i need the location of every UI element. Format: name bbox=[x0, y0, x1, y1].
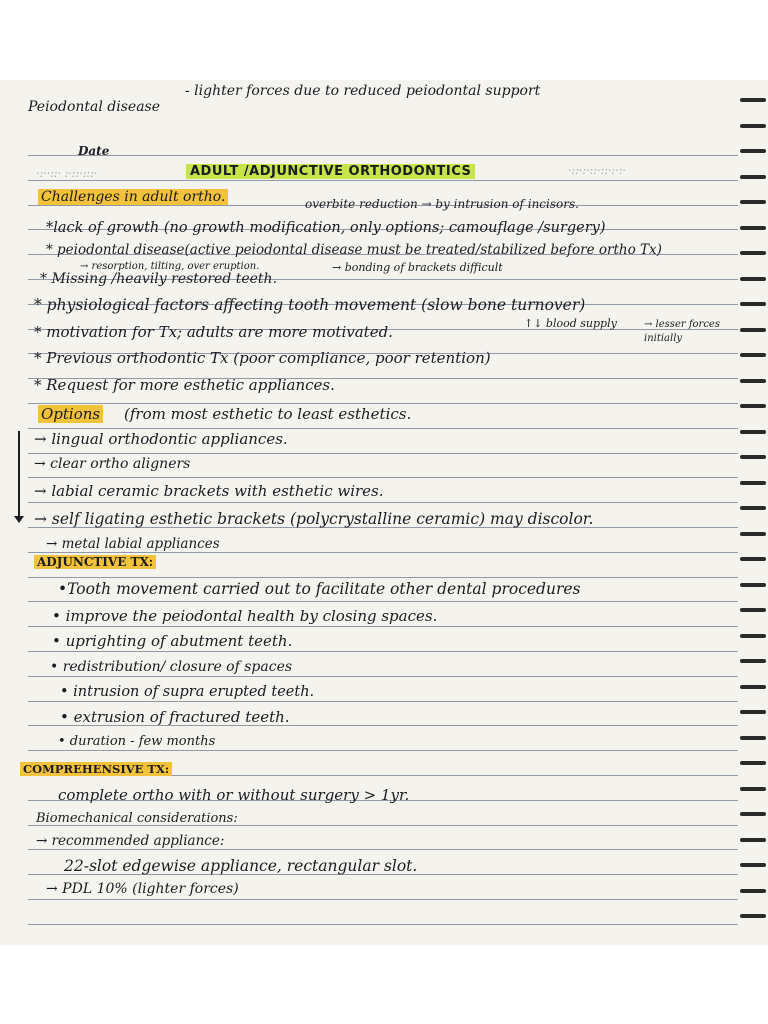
overbite-note: overbite reduction → by intrusion of incisors. bbox=[305, 197, 579, 211]
spiral-loop bbox=[740, 404, 766, 408]
ruled-line bbox=[28, 626, 738, 627]
spiral-loop bbox=[740, 328, 766, 332]
date-label: Date bbox=[78, 144, 110, 158]
spiral-loop bbox=[740, 175, 766, 179]
lesser-forces-note: → lesser forces initially bbox=[644, 319, 720, 344]
ruled-line bbox=[28, 577, 738, 578]
ruled-line bbox=[28, 502, 738, 503]
spiral-loop bbox=[740, 608, 766, 612]
spiral-loop bbox=[740, 353, 766, 357]
options-subtitle: (from most esthetic to least esthetics. bbox=[124, 405, 412, 423]
ruled-line bbox=[28, 155, 738, 156]
top-note-left: Peiodontal disease bbox=[28, 99, 161, 115]
spiral-loop bbox=[740, 149, 766, 153]
challenge-item-6: * Previous orthodontic Tx (poor compliance, poor retention) bbox=[34, 349, 491, 367]
spiral-loop bbox=[740, 583, 766, 587]
ruled-line bbox=[28, 924, 738, 925]
adjunctive-item-4: • redistribution/ closure of spaces bbox=[50, 659, 293, 675]
challenge-item-3: * Missing /heavily restored teeth. bbox=[40, 271, 278, 287]
option-item-5: → metal labial appliances bbox=[46, 536, 220, 552]
spiral-loop bbox=[740, 557, 766, 561]
challenge-item-1: *lack of growth (no growth modification, only options; camouflage /surgery) bbox=[46, 220, 606, 236]
spiral-loop bbox=[740, 863, 766, 867]
ruled-line bbox=[28, 428, 738, 429]
spiral-loop bbox=[740, 736, 766, 740]
spiral-loop bbox=[740, 685, 766, 689]
spiral-loop bbox=[740, 277, 766, 281]
blood-supply-note: ↑↓ blood supply bbox=[524, 317, 617, 330]
spiral-loop bbox=[740, 226, 766, 230]
resorption-note: → resorption, tilting, over eruption. bbox=[80, 261, 260, 272]
spiral-loop bbox=[740, 455, 766, 459]
comprehensive-heading: COMPREHENSIVE TX: bbox=[20, 760, 172, 778]
spiral-loop bbox=[740, 889, 766, 893]
adjunctive-item-1: •Tooth movement carried out to facilitate other dental procedures bbox=[58, 580, 581, 598]
spiral-loop bbox=[740, 506, 766, 510]
faint-pattern-left: ·:··::· :·::·:::· bbox=[36, 167, 98, 180]
spiral-loop bbox=[740, 787, 766, 791]
option-item-1: → lingual orthodontic appliances. bbox=[34, 430, 288, 448]
challenge-item-4: * physiological factors affecting tooth movement (slow bone turnover) bbox=[34, 296, 586, 314]
comprehensive-line-1: complete ortho with or without surgery > 1yr. bbox=[58, 786, 410, 804]
challenges-heading: Challenges in adult ortho. bbox=[38, 188, 228, 206]
option-item-2: → clear ortho aligners bbox=[34, 456, 191, 472]
adjunctive-heading: ADJUNCTIVE TX: bbox=[34, 553, 156, 571]
spiral-loop bbox=[740, 914, 766, 918]
faint-pattern-right: ·::·:·::·::·:·:· bbox=[568, 164, 626, 177]
ruled-line bbox=[28, 899, 738, 900]
background-bottom bbox=[0, 945, 768, 1024]
spiral-loop bbox=[740, 430, 766, 434]
options-heading: Options bbox=[38, 405, 103, 423]
comprehensive-line-3: → recommended appliance: bbox=[36, 833, 225, 849]
challenge-item-7: * Request for more esthetic appliances. bbox=[34, 376, 335, 394]
spiral-loop bbox=[740, 98, 766, 102]
spiral-loop bbox=[740, 124, 766, 128]
spiral-loop bbox=[740, 481, 766, 485]
ruled-line bbox=[28, 601, 738, 602]
spiral-loop bbox=[740, 812, 766, 816]
comprehensive-line-2: Biomechanical considerations: bbox=[36, 811, 238, 826]
spiral-loop bbox=[740, 838, 766, 842]
bonding-note: → bonding of brackets difficult bbox=[332, 261, 503, 274]
spiral-loop bbox=[740, 659, 766, 663]
spiral-loop bbox=[740, 302, 766, 306]
spiral-loop bbox=[740, 379, 766, 383]
spiral-loop bbox=[740, 200, 766, 204]
challenge-item-5: * motivation for Tx; adults are more motivated. bbox=[34, 323, 393, 341]
spiral-binding bbox=[734, 80, 768, 945]
spiral-loop bbox=[740, 251, 766, 255]
ruled-line bbox=[28, 477, 738, 478]
spiral-loop bbox=[740, 761, 766, 765]
spiral-loop bbox=[740, 710, 766, 714]
page-title: ADULT /ADJUNCTIVE ORTHODONTICS bbox=[186, 161, 475, 181]
adjunctive-item-2: • improve the peiodontal health by closing spaces. bbox=[52, 607, 438, 625]
option-item-4: → self ligating esthetic brackets (polycrystalline ceramic) may discolor. bbox=[34, 510, 594, 528]
spiral-loop bbox=[740, 634, 766, 638]
ruled-line bbox=[28, 403, 738, 404]
top-note-right: - lighter forces due to reduced peiodontal support bbox=[185, 83, 541, 99]
comprehensive-line-4: 22-slot edgewise appliance, rectangular slot. bbox=[64, 857, 418, 875]
spiral-loop bbox=[740, 532, 766, 536]
adjunctive-item-5: • intrusion of supra erupted teeth. bbox=[60, 684, 315, 700]
option-item-3: → labial ceramic brackets with esthetic wires. bbox=[34, 482, 384, 500]
ruled-line bbox=[28, 453, 738, 454]
ruled-line bbox=[28, 651, 738, 652]
challenge-item-2: * peiodontal disease(active peiodontal disease must be treated/stabilized before ortho Tx) bbox=[46, 242, 662, 258]
esthetic-order-arrow bbox=[18, 431, 20, 517]
adjunctive-item-7: • duration - few months bbox=[58, 734, 216, 749]
adjunctive-item-6: • extrusion of fractured teeth. bbox=[60, 708, 290, 726]
ruled-line bbox=[28, 676, 738, 677]
adjunctive-item-3: • uprighting of abutment teeth. bbox=[52, 632, 293, 650]
comprehensive-line-5: → PDL 10% (lighter forces) bbox=[46, 881, 239, 897]
ruled-line bbox=[28, 701, 738, 702]
